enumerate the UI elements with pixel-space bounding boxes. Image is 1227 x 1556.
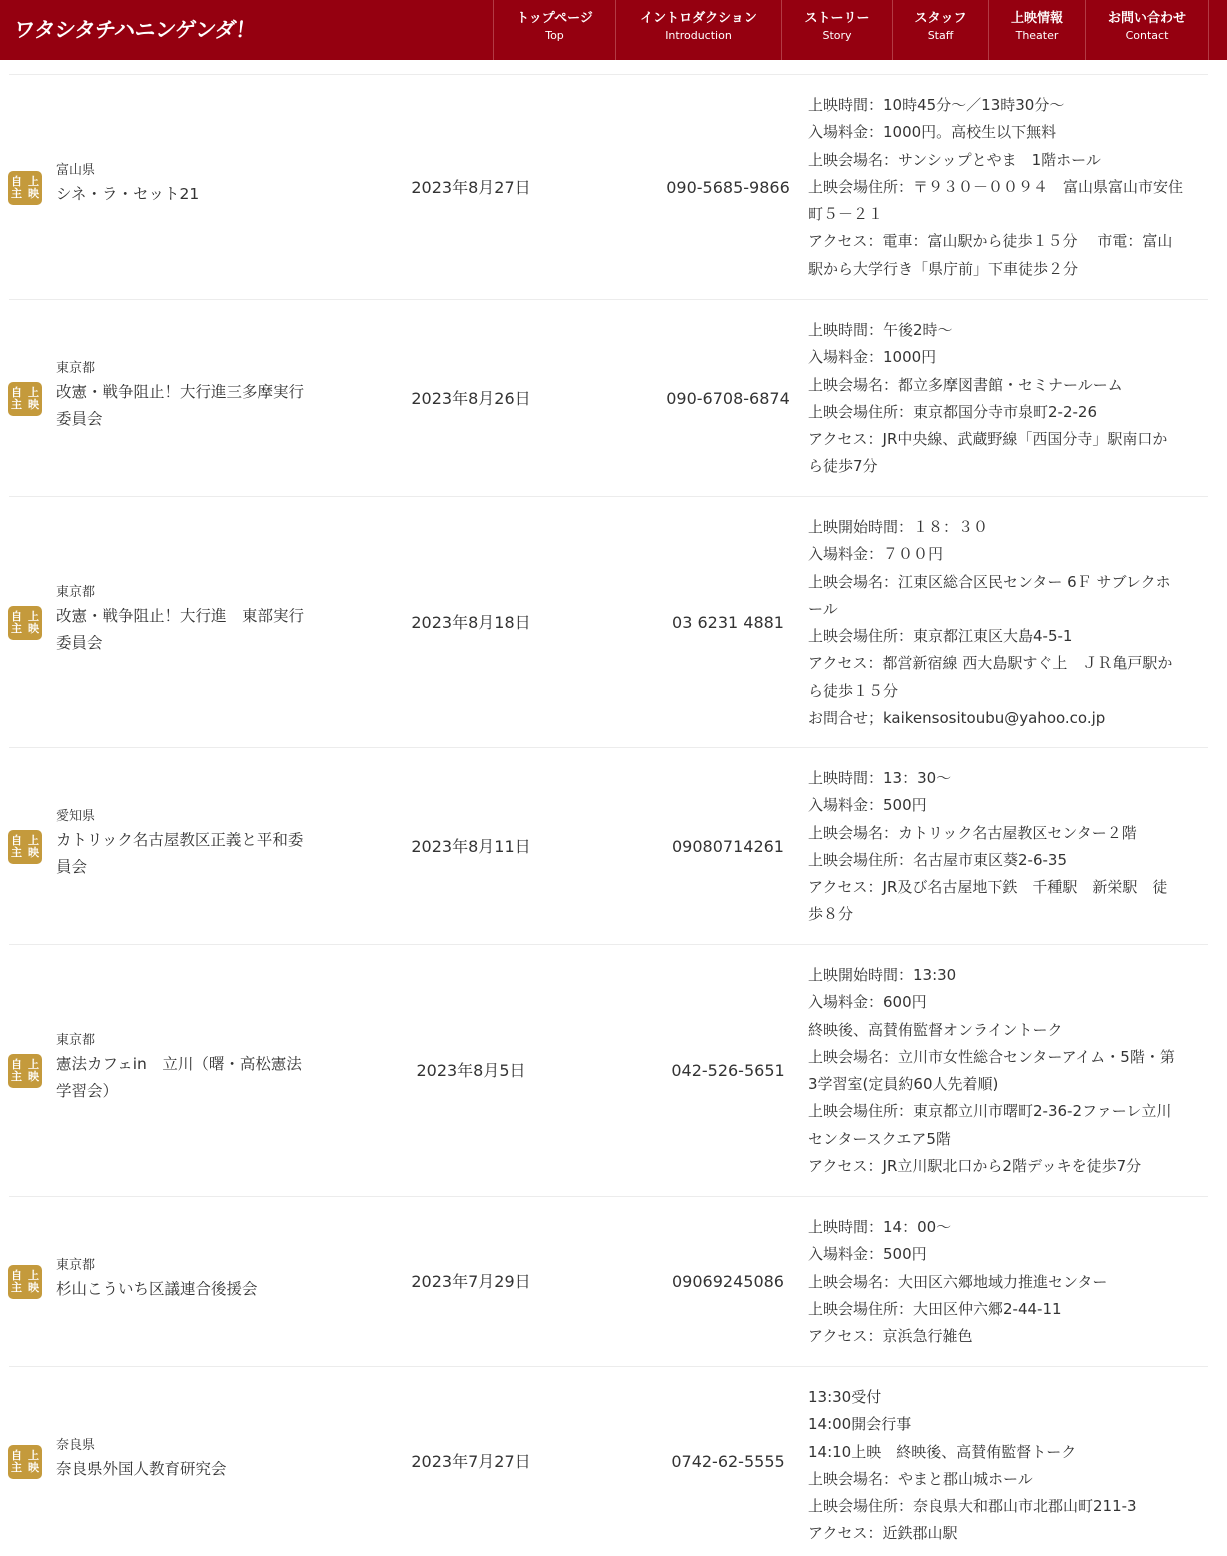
detail-line: 上映会場住所：名古屋市東区葵2-6-35 — [808, 850, 1068, 869]
badge-text-1: 自主 — [11, 833, 22, 859]
nav-label-en: Top — [545, 29, 564, 42]
nav-label-jp: お問い合わせ — [1107, 11, 1186, 26]
organizer-name: 改憲・戦争阻止！大行進 東部実行委員会 — [56, 607, 305, 652]
screening-details — [808, 945, 1210, 1180]
contact-phone: 09069245086 — [672, 1272, 784, 1291]
detail-line: 上映会場住所：〒９３０－００９４ 富山県富山市安住 — [808, 177, 1184, 196]
detail-line: 上映開始時間：13:30 — [808, 966, 957, 984]
self-screening-badge — [8, 1054, 42, 1088]
detail-line: ら徒歩7分 — [808, 457, 878, 476]
site-logo[interactable]: ワタシタチハニンゲンダ！ — [12, 17, 258, 42]
detail-line: 入場料金：1000円 — [808, 348, 937, 367]
nav-label-jp: スタッフ — [914, 11, 967, 26]
screening-row — [9, 75, 1208, 300]
global-nav — [493, 0, 1209, 60]
organizer-name: シネ・ラ・セット21 — [56, 185, 200, 203]
detail-line: 3学習室(定員約60人先着順) — [808, 1075, 999, 1094]
nav-item-theater[interactable] — [988, 0, 1085, 60]
badge-text-2: 上映 — [28, 609, 39, 635]
site-header — [0, 0, 1227, 60]
detail-line: アクセス：都営新宿線 西大島駅すぐ上 ＪＲ亀戸駅か — [808, 654, 1173, 673]
prefecture: 東京都 — [56, 1258, 96, 1273]
badge-text-1: 自主 — [11, 1058, 22, 1083]
screening-row — [9, 945, 1208, 1197]
detail-line: 入場料金：500円 — [808, 796, 927, 815]
detail-line: 町５－２１ — [808, 205, 884, 224]
detail-line: 14:10上映 終映後、高賛侑監督トーク — [808, 1442, 1077, 1461]
organizer-cell — [56, 1436, 306, 1483]
screening-details — [808, 300, 1210, 481]
screening-table — [9, 74, 1208, 1556]
screening-row — [9, 1197, 1208, 1367]
prefecture: 東京都 — [56, 585, 96, 600]
prefecture: 東京都 — [56, 1033, 96, 1048]
detail-line: 駅から大学行き「県庁前」下車徒歩２分 — [808, 259, 1079, 278]
organizer-cell — [56, 1256, 306, 1303]
detail-line: ール — [808, 599, 838, 618]
detail-line: センタースクエア5階 — [808, 1129, 951, 1148]
detail-line: 入場料金：1000円。高校生以下無料 — [808, 123, 1057, 142]
detail-line: 上映時間：午後2時〜 — [808, 321, 953, 339]
detail-line: ら徒歩１５分 — [808, 681, 899, 700]
detail-line: 上映会場名：サンシップとやま 1階ホール — [808, 150, 1101, 169]
organizer-cell — [56, 1031, 306, 1105]
badge-text-2: 上映 — [28, 1269, 39, 1294]
detail-line: 13:30受付 — [808, 1388, 882, 1406]
contact-phone: 090-6708-6874 — [666, 388, 790, 408]
screening-date: 2023年8月11日 — [411, 836, 531, 856]
prefecture: 奈良県 — [56, 1438, 96, 1453]
badge-text-2: 上映 — [28, 385, 39, 411]
detail-line: 入場料金：７００円 — [808, 545, 944, 564]
nav-item-staff[interactable] — [892, 0, 988, 60]
screening-date: 2023年8月27日 — [411, 177, 531, 197]
organizer-name: 杉山こういち区議連合後援会 — [56, 1280, 258, 1298]
detail-line: アクセス：JR及び名古屋地下鉄 千種駅 新栄駅 徒 — [808, 878, 1168, 897]
contact-phone: 03 6231 4881 — [672, 612, 784, 632]
detail-line: お問合せ；kaikensositoubu@yahoo.co.jp — [808, 709, 1106, 728]
badge-text-1: 自主 — [11, 385, 22, 411]
screening-date: 2023年7月27日 — [411, 1452, 531, 1471]
organizer-cell — [56, 807, 306, 881]
badge-text-1: 自主 — [11, 174, 22, 200]
screening-details — [808, 1197, 1210, 1350]
prefecture: 愛知県 — [56, 809, 96, 824]
badge-text-2: 上映 — [28, 833, 39, 859]
organizer-name: 改憲・戦争阻止！大行進三多摩実行委員会 — [56, 383, 305, 428]
detail-line: 入場料金：600円 — [808, 993, 927, 1012]
organizer-cell — [56, 583, 306, 657]
screening-details — [808, 748, 1210, 929]
screening-row — [9, 300, 1208, 497]
nav-label-en: Staff — [927, 29, 954, 42]
screening-details — [808, 497, 1210, 732]
self-screening-badge — [8, 1445, 42, 1479]
detail-line: アクセス：京浜急行雑色 — [808, 1327, 973, 1346]
screening-details — [808, 75, 1210, 283]
badge-text-1: 自主 — [11, 1449, 22, 1474]
nav-label-jp: トップページ — [516, 11, 593, 26]
organizer-cell — [56, 359, 306, 433]
badge-text-2: 上映 — [28, 1058, 39, 1083]
screening-row — [9, 748, 1208, 945]
nav-item-contact[interactable] — [1085, 0, 1209, 60]
self-screening-badge — [8, 830, 42, 864]
prefecture: 富山県 — [56, 163, 96, 178]
nav-label-jp: ストーリー — [804, 11, 870, 26]
detail-line: 歩８分 — [808, 905, 854, 924]
contact-phone: 042-526-5651 — [671, 1061, 785, 1080]
badge-text-1: 自主 — [11, 1269, 22, 1294]
detail-line: 上映時間：10時45分〜／13時30分〜 — [808, 96, 1065, 114]
detail-line: アクセス：近鉄郡山駅 — [808, 1524, 958, 1543]
contact-phone: 0742-62-5555 — [671, 1452, 785, 1471]
detail-line: 上映会場名：都立多摩図書館・セミナールーム — [808, 375, 1123, 394]
detail-line: アクセス：電車：富山駅から徒歩１５分 市電：富山 — [808, 232, 1173, 251]
detail-line: 上映会場名：江東区総合区民センター 6Ｆ サブレクホ — [808, 572, 1171, 591]
nav-item-top[interactable] — [493, 0, 615, 60]
organizer-cell — [56, 161, 306, 208]
screening-details — [808, 1367, 1210, 1548]
detail-line: 上映時間：13：30〜 — [808, 769, 952, 787]
screening-date: 2023年8月18日 — [411, 612, 531, 632]
detail-line: 上映会場名：カトリック名古屋教区センター２階 — [808, 823, 1137, 842]
screening-date: 2023年7月29日 — [411, 1272, 531, 1291]
detail-line: 終映後、高賛侑監督オンライントーク — [808, 1020, 1063, 1039]
detail-line: 上映会場住所：大田区仲六郷2-44-11 — [808, 1299, 1062, 1318]
nav-item-story[interactable] — [781, 0, 892, 60]
badge-text-2: 上映 — [28, 174, 39, 200]
contact-phone: 09080714261 — [672, 836, 784, 856]
detail-line: 14:00開会行事 — [808, 1415, 912, 1434]
detail-line: 上映会場名：やまと郡山城ホール — [808, 1469, 1033, 1488]
detail-line: 入場料金：500円 — [808, 1245, 927, 1264]
prefecture: 東京都 — [56, 361, 96, 376]
detail-line: 上映時間：14：00〜 — [808, 1218, 952, 1236]
nav-label-jp: イントロダクション — [640, 11, 757, 26]
nav-label-en: Introduction — [665, 29, 732, 42]
screening-date: 2023年8月26日 — [411, 388, 531, 408]
organizer-name: 奈良県外国人教育研究会 — [56, 1460, 227, 1478]
detail-line: アクセス：JR立川駅北口から2階デッキを徒歩7分 — [808, 1157, 1142, 1176]
contact-phone: 090-5685-9866 — [666, 177, 790, 197]
screening-row — [9, 1367, 1208, 1556]
self-screening-badge — [8, 382, 42, 416]
detail-line: 上映会場名：大田区六郷地域力推進センター — [808, 1272, 1108, 1291]
detail-line: 上映会場名：立川市女性総合センターアイム・5階・第 — [808, 1047, 1175, 1066]
nav-label-en: Theater — [1015, 29, 1059, 42]
self-screening-badge — [8, 171, 42, 205]
organizer-name: カトリック名古屋教区正義と平和委員会 — [56, 831, 304, 876]
detail-line: 上映会場住所：東京都立川市曙町2-36-2ファーレ立川 — [808, 1102, 1172, 1121]
screening-date: 2023年8月5日 — [416, 1061, 526, 1080]
detail-line: アクセス：JR中央線、武蔵野線「西国分寺」駅南口か — [808, 430, 1168, 449]
detail-line: 上映会場住所：奈良県大和郡山市北郡山町211-3 — [808, 1497, 1137, 1516]
detail-line: 上映会場住所：東京都国分寺市泉町2-2-26 — [808, 402, 1098, 421]
nav-label-jp: 上映情報 — [1010, 11, 1063, 26]
badge-text-1: 自主 — [11, 609, 22, 635]
screening-row — [9, 497, 1208, 748]
nav-item-introduction[interactable] — [615, 0, 781, 60]
self-screening-badge — [8, 606, 42, 640]
nav-label-en: Contact — [1125, 29, 1169, 42]
nav-label-en: Story — [822, 29, 852, 42]
organizer-name: 憲法カフェin 立川（曙・高松憲法学習会） — [56, 1055, 302, 1100]
detail-line: 上映開始時間：１８：３０ — [808, 518, 989, 536]
badge-text-2: 上映 — [28, 1449, 39, 1474]
detail-line: 上映会場住所：東京都江東区大島4-5-1 — [808, 627, 1073, 646]
self-screening-badge — [8, 1265, 42, 1299]
